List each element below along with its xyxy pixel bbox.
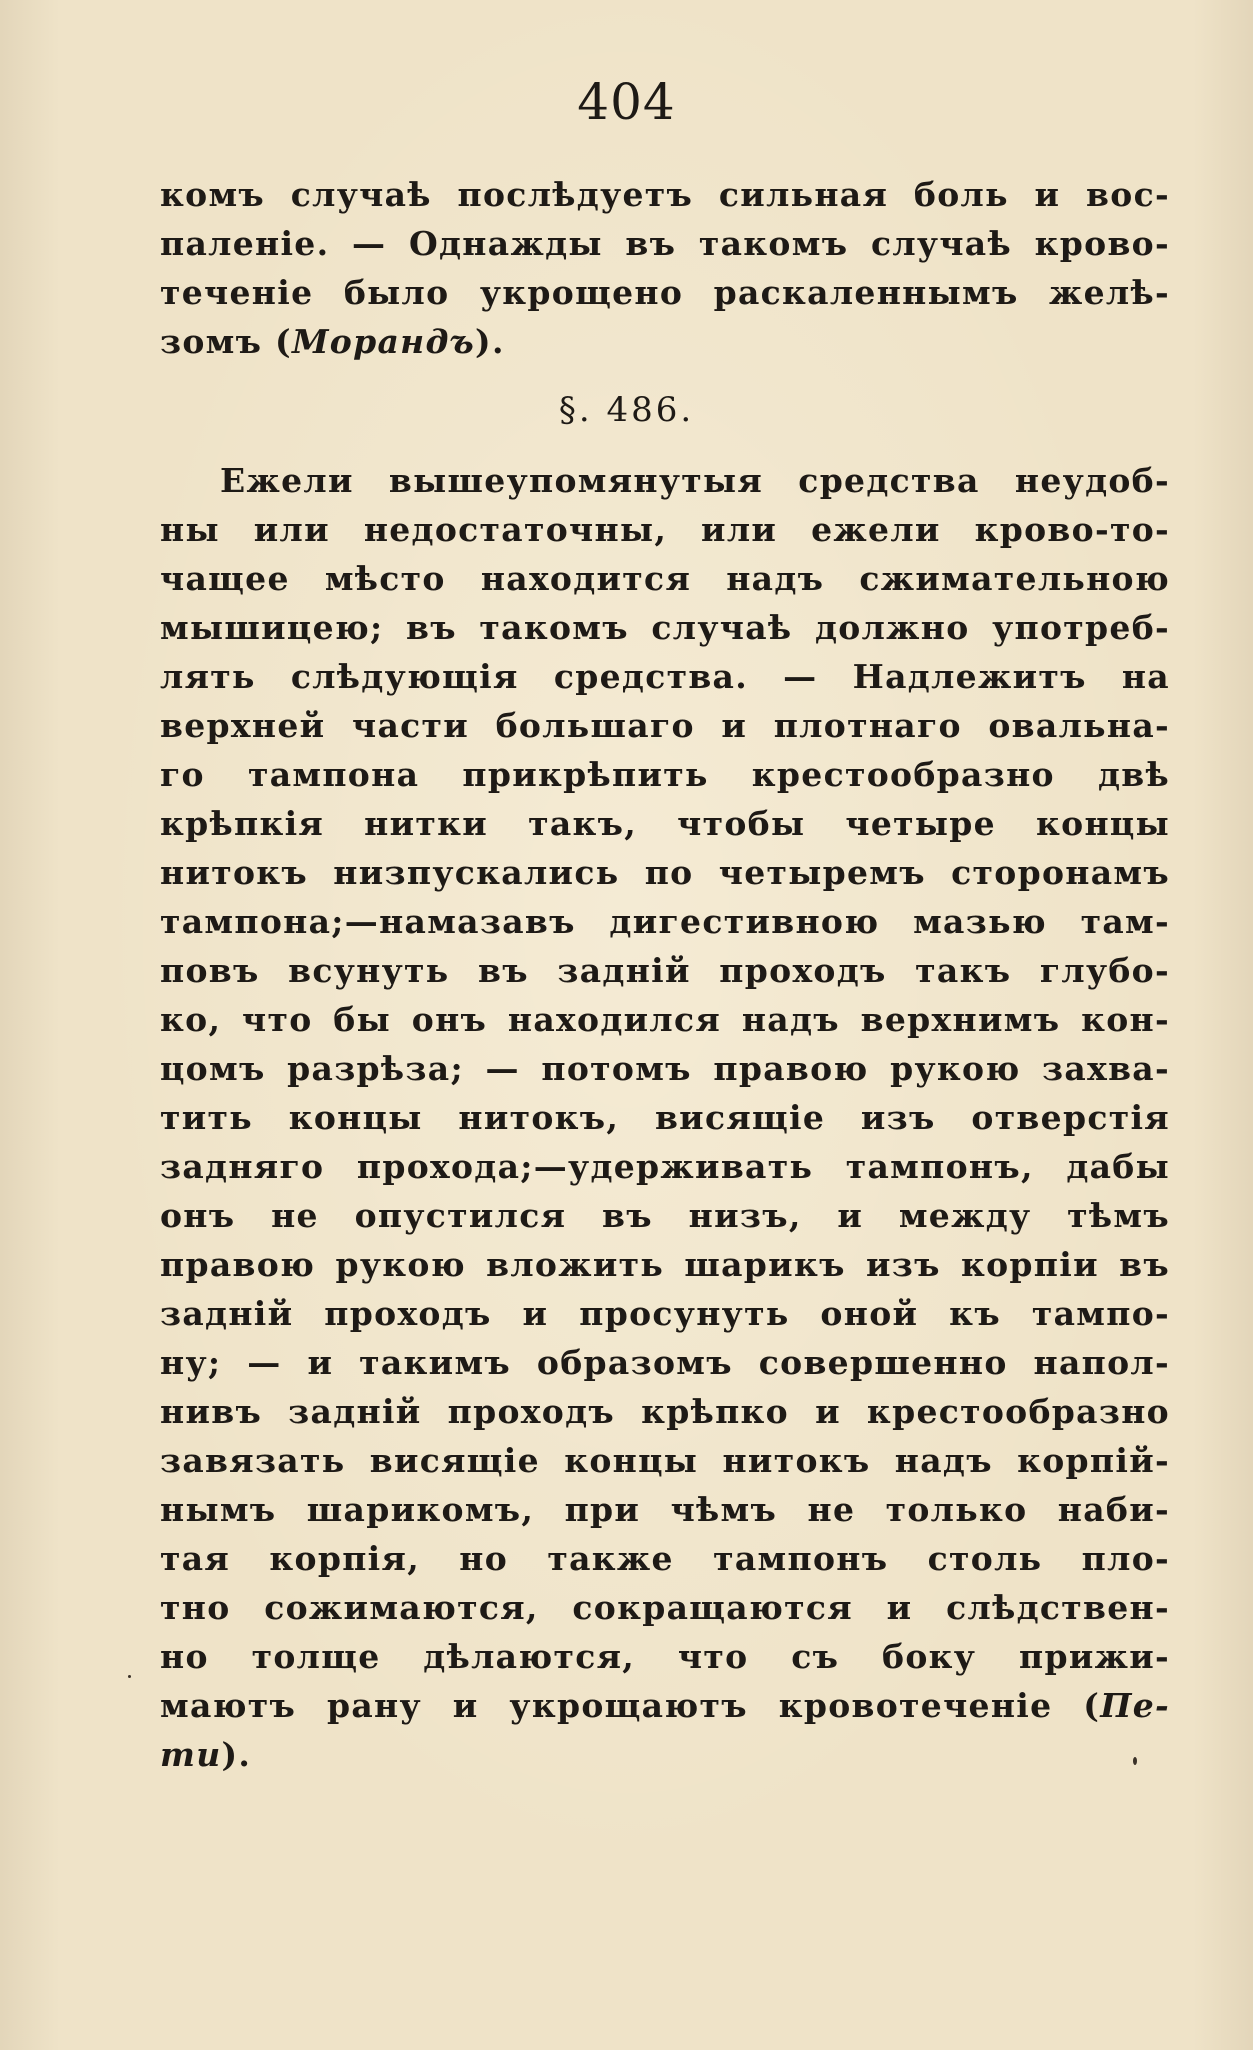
text-line: тно сожимаются, сокращаются и слѣдствен- — [160, 1588, 1170, 1627]
text-line: чащее мѣсто находится надъ сжимательною — [160, 559, 1170, 598]
citation-author-part: Пе- — [1100, 1686, 1170, 1725]
text-line: зомъ (Морандъ). — [160, 322, 505, 361]
paper-speck — [128, 1675, 131, 1678]
text-line: ны или недостаточны, или ежели крово-то- — [160, 510, 1170, 549]
text-line: теченіе было укрощено раскаленнымъ желѣ- — [160, 273, 1170, 312]
text-line: нитокъ низпускались по четыремъ сторонамъ — [160, 853, 1170, 892]
text-line: паленіе. — Однажды въ такомъ случаѣ крово- — [160, 224, 1170, 263]
paragraph-continuation — [160, 170, 1170, 366]
text-line: крѣпкія нитки такъ, чтобы четыре концы — [160, 804, 1170, 843]
page-number: 404 — [577, 73, 676, 131]
citation-author: Морандъ — [291, 322, 476, 361]
text-line: лять слѣдующія средства. — Надлежитъ на — [160, 657, 1170, 696]
text-line: завязать висящіе концы нитокъ надъ корпій- — [160, 1441, 1170, 1480]
text-line: го тампона прикрѣпить крестообразно двѣ — [160, 755, 1170, 794]
text-line: задняго прохода;—удерживать тампонъ, дабы — [160, 1147, 1170, 1186]
text-line: онъ не опустился въ низъ, и между тѣмъ — [160, 1196, 1170, 1235]
text-line: но толще дѣлаются, что съ боку прижи- — [160, 1637, 1170, 1676]
text-line: мышицею; въ такомъ случаѣ должно употреб- — [160, 608, 1170, 647]
text-line: цомъ разрѣза; — потомъ правою рукою захва- — [160, 1049, 1170, 1088]
text-line: задній проходъ и просунуть оной къ тампо- — [160, 1294, 1170, 1333]
text-line: тить концы нитокъ, висящіе изъ отверстія — [160, 1098, 1170, 1137]
text-line: правою рукою вложить шарикъ изъ корпіи въ — [160, 1245, 1170, 1284]
text-line: тампона;—намазавъ дигестивною мазью там- — [160, 902, 1170, 941]
text-line: ти). — [160, 1735, 252, 1774]
citation-author-part: ти — [160, 1735, 222, 1774]
text-line: маютъ рану и укрощаютъ кровотеченіе (Пе- — [160, 1686, 1170, 1725]
text-line: ну; — и такимъ образомъ совершенно напол- — [160, 1343, 1170, 1382]
text-line: нивъ задній проходъ крѣпко и крестообразно — [160, 1392, 1170, 1431]
section-heading: §. 486. — [558, 390, 695, 430]
text-line: повъ всунуть въ задній проходъ такъ глубо- — [160, 951, 1170, 990]
text-line: тая корпія, но также тампонъ столь пло- — [160, 1539, 1170, 1578]
text-line: комъ случаѣ послѣдуетъ сильная боль и вос- — [160, 175, 1170, 214]
paper-speck — [1133, 1757, 1137, 1765]
text-line: Ежели вышеупомянутыя средства неудоб- — [220, 461, 1170, 500]
paragraph-section-486 — [160, 456, 1170, 1779]
text-line: ко, что бы онъ находился надъ верхнимъ кон- — [160, 1000, 1170, 1039]
text-line: верхней части большаго и плотнаго овальна- — [160, 706, 1170, 745]
text-line: нымъ шарикомъ, при чѣмъ не только наби- — [160, 1490, 1170, 1529]
